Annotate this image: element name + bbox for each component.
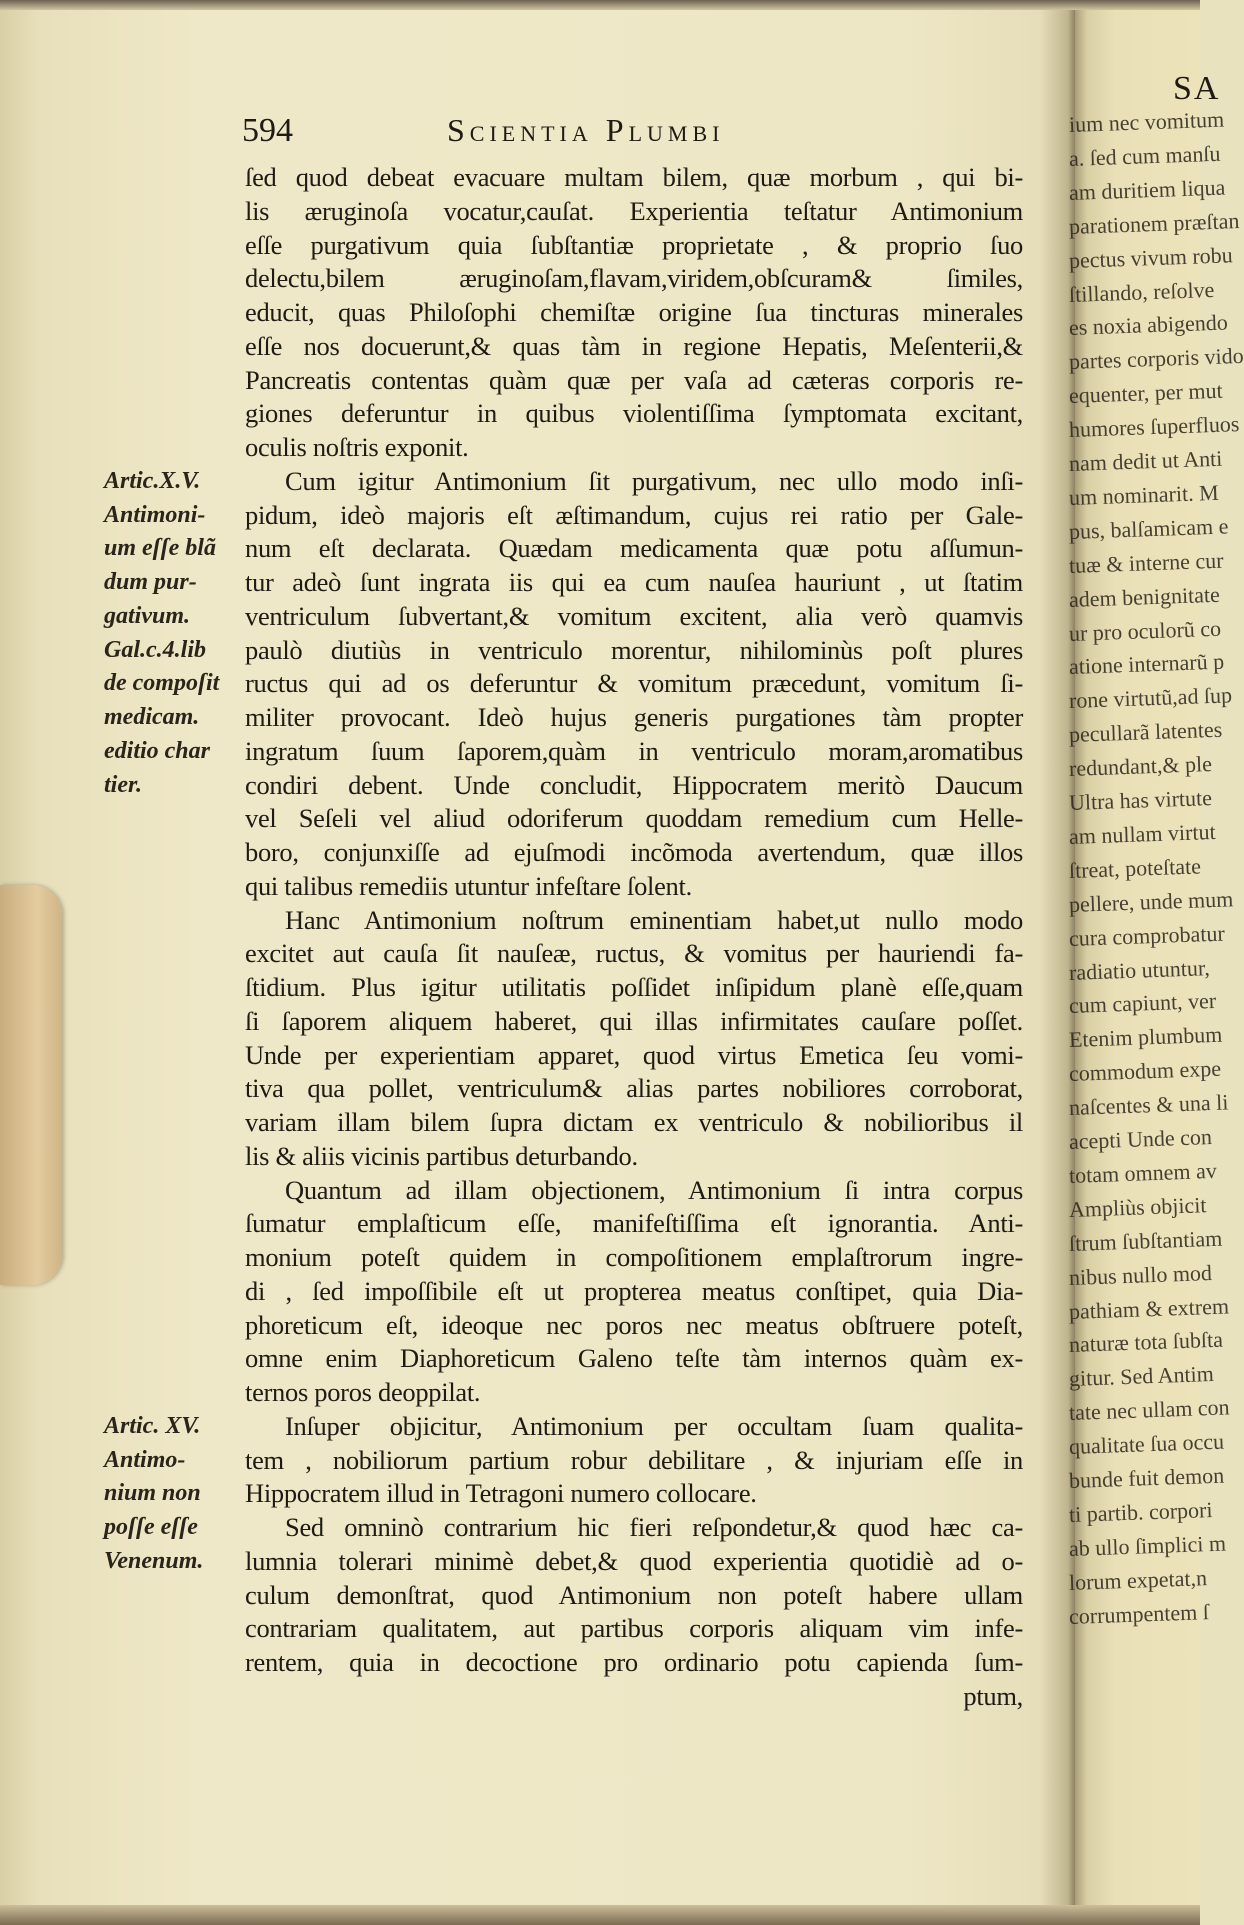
facing-page-line: tate nec ullam con — [1068, 1394, 1230, 1426]
text-line: Sed omninò contrarium hic fieri reſpondetur,& quod hæc ca- — [285, 1512, 1023, 1542]
facing-page-line: parationem præſtan — [1068, 207, 1240, 239]
facing-page-line: cura comprobatur — [1068, 920, 1226, 951]
facing-page-line: corrumpentem ſ — [1068, 1598, 1210, 1629]
text-line: ptum, — [963, 1680, 1023, 1711]
text-line: delectu,bilem æruginoſam,flavam,viridem,obſcuram& ſimiles, — [245, 263, 1023, 294]
facing-page-line: gitur. Sed Antim — [1068, 1361, 1215, 1392]
text-line: Hanc Antimonium noſtrum eminentiam habet,ut nullo modo — [285, 904, 1023, 935]
text-line: militer provocant. Ideò hujus generis purgationes tàm propter — [245, 702, 1023, 732]
facing-page-line: atione internarũ p — [1068, 648, 1225, 680]
text-line: Inſuper objicitur, Antimonium per occultam ſuam qualita- — [285, 1410, 1023, 1441]
text-line: omne enim Diaphoreticum Galeno teſte tàm internos quàm ex- — [245, 1343, 1023, 1374]
margin-note: editio char — [104, 737, 210, 764]
text-line: di , ſed impoſſibile eſt ut propterea meatus conſtipet, quia Dia- — [245, 1275, 1023, 1306]
text-line: ſi ſaporem aliquem haberet, qui illas infirmitates cauſare poſſet. — [245, 1005, 1023, 1036]
facing-page-line: pecullarã latentes — [1068, 716, 1223, 748]
text-line: ſed quod debeat evacuare multam bilem, quæ morbum , qui bi- — [245, 162, 1023, 192]
facing-page-line: Etenim plumbum — [1068, 1021, 1223, 1053]
margin-note: poſſe eſſe — [104, 1514, 198, 1540]
facing-page-line: ſtillando, reſolve — [1068, 276, 1215, 307]
facing-page-line: nam dedit ut Anti — [1068, 445, 1223, 476]
running-title: Scientia Plumbi — [447, 112, 725, 148]
text-line: Quantum ad illam objectionem, Antimonium ſi intra corpus — [285, 1174, 1023, 1205]
facing-page-line: Ampliùs objicit — [1068, 1192, 1207, 1222]
facing-page-line: pathiam & extrem — [1068, 1292, 1230, 1324]
text-line: eſſe nos docuerunt,& quas tàm in regione Hepatis, Meſenterii,& — [245, 330, 1023, 361]
text-line: Cum igitur Antimonium ſit purgativum, nec ullo modo inſi- — [285, 465, 1023, 496]
text-line: boro, conjunxiſſe ad ejuſmodi incõmoda avertendum, quæ illos — [245, 837, 1023, 867]
text-line: vel Seſeli vel aliud odoriferum quoddam remedium cum Helle- — [245, 803, 1023, 834]
facing-page-line: cum capiunt, ver — [1068, 988, 1217, 1019]
text-line: culum demonſtrat, quod Antimonium non poteſt habere ullam — [245, 1579, 1023, 1610]
text-line: variam illam bilem ſupra dictam ex ventriculo & nobilioribus il — [245, 1107, 1023, 1137]
facing-page-line: tuæ & interne cur — [1068, 547, 1224, 578]
facing-page-line: redundant,& ple — [1068, 751, 1213, 782]
facing-page-line: equenter, per mut — [1068, 377, 1223, 409]
facing-page-line: humores ſuperfluos — [1068, 411, 1240, 443]
text-line: paulò diutiùs in ventriculo morentur, nihilominùs poſt plures — [245, 634, 1023, 665]
facing-page-line: es noxia abigendo — [1068, 309, 1229, 341]
facing-page-line: commodum expe — [1068, 1055, 1222, 1087]
facing-page-line: pectus vivum robu — [1068, 241, 1234, 273]
facing-page-line: ab ullo ſimplici m — [1068, 1530, 1227, 1561]
facing-page-line: partes corporis vido — [1068, 343, 1244, 375]
text-line: giones deferuntur in quibus violentiſſima ſymptomata excitant, — [245, 398, 1023, 429]
paper-bookmark-tab — [0, 885, 62, 1285]
page-header — [242, 112, 1032, 152]
facing-page-line: am nullam virtut — [1068, 818, 1216, 849]
text-line: ructus qui ad os deferuntur & vomitum præcedunt, vomitum ſi- — [245, 668, 1023, 699]
text-line: lumnia tolerari minimè debet,& quod experientia quotidiè ad o- — [245, 1545, 1023, 1576]
facing-page-line: ti partib. corpori — [1068, 1496, 1213, 1527]
facing-page-line: ium nec vomitum — [1068, 106, 1225, 137]
facing-page-line: nibus nullo mod — [1068, 1259, 1213, 1290]
text-line: ſtidium. Plus igitur utilitatis poſſidet inſipidum planè eſſe,quam — [245, 972, 1023, 1002]
facing-page-line: pus, balſamicam e — [1068, 513, 1229, 544]
text-line: educit, quas Philoſophi chemiſtæ origine ſua tincturas minerales — [245, 297, 1023, 327]
text-line: oculis noſtris exponit. — [245, 432, 469, 462]
text-line: monium poteſt quidem in compoſitionem emplaſtrorum ingre- — [245, 1242, 1023, 1272]
text-line: rentem, quia in decoctione pro ordinario potu capienda ſum- — [245, 1647, 1023, 1677]
facing-page-line: ſtreat, poteſtate — [1068, 853, 1202, 883]
margin-note: medicam. — [104, 704, 200, 730]
text-line: ingratum ſuum ſaporem,quàm in ventriculo moram,aromatibus — [245, 735, 1023, 766]
text-line: lis & aliis vicinis partibus deturbando. — [245, 1140, 638, 1171]
facing-page-line: um nominarit. M — [1068, 479, 1220, 510]
text-line: tiva qua pollet, ventriculum& alias partes nobiliores corroborat, — [245, 1073, 1023, 1104]
text-line: excitet aut cauſa ſit nauſeæ, ructus, & vomitus per hauriendi fa- — [245, 938, 1023, 969]
facing-page-line: acepti Unde con — [1068, 1124, 1213, 1154]
margin-note: Venenum. — [104, 1547, 204, 1574]
facing-page-line: pellere, unde mum — [1068, 885, 1234, 917]
margin-note: gativum. — [104, 602, 191, 629]
facing-page-line: bunde fuit demon — [1068, 1462, 1225, 1493]
facing-page-fragment — [1068, 0, 1244, 1925]
text-line: lis æruginoſa vocatur,cauſat. Experientia teſtatur Antimonium — [245, 195, 1023, 226]
page-top-edge — [0, 0, 1200, 10]
facing-page-line: a. ſed cum manſu — [1068, 140, 1221, 171]
margin-note: dum pur- — [104, 569, 197, 595]
text-line: Hippocratem illud in Tetragoni numero collocare. — [245, 1478, 757, 1509]
facing-page-header: SA — [1173, 70, 1221, 107]
facing-page-line: ſtrum ſubſtantiam — [1068, 1225, 1223, 1256]
margin-note: Gal.c.4.lib — [104, 636, 206, 663]
facing-page-line: adem benignitate — [1068, 581, 1221, 612]
text-line: contrariam qualitatem, aut partibus corporis aliquam vim infe- — [245, 1613, 1023, 1644]
facing-page-line: lorum expetat,n — [1068, 1564, 1208, 1595]
page-number: 594 — [242, 112, 293, 149]
text-line: qui talibus remediis utuntur infeſtare ſolent. — [245, 870, 692, 901]
page-bottom-edge — [0, 1905, 1200, 1925]
facing-page-line: am duritiem liqua — [1068, 174, 1226, 205]
text-line: ventriculum ſubvertant,& vomitum excitent, alia verò quamvis — [245, 600, 1023, 631]
text-line: num eſt declarata. Quædam medicamenta quæ potu aſſumun- — [245, 533, 1023, 564]
text-line: Pancreatis contentas quàm quæ per vaſa ad cæteras corporis re- — [245, 364, 1023, 395]
text-line: ſumatur emplaſticum eſſe, manifeſtiſſima eſt ignorantia. Anti- — [245, 1208, 1023, 1239]
margin-note: um eſſe blã — [104, 535, 216, 562]
facing-page-line: rone virtutũ,ad ſup — [1068, 682, 1233, 714]
facing-page-line: ur pro oculorũ co — [1068, 615, 1222, 646]
margin-note: Antimoni- — [104, 501, 206, 528]
facing-page-line: qualitate ſua occu — [1068, 1428, 1225, 1460]
text-line: condiri debent. Unde concludit, Hippocratem meritò Daucum — [245, 769, 1023, 800]
text-line: tem , nobiliorum partium robur debilitare , & injuriam eſſe in — [245, 1444, 1023, 1475]
facing-page-line: naturæ tota ſubſta — [1068, 1327, 1224, 1358]
text-line: phoreticum eſt, ideoque nec poros nec meatus obſtruere poteſt, — [245, 1309, 1023, 1340]
text-line: tur adeò ſunt ingrata iis qui ea cum nauſea hauriunt , ut ſtatim — [245, 567, 1023, 597]
text-line: pidum, ideò majoris eſt æſtimandum, cujus rei ratio per Gale- — [245, 499, 1023, 530]
facing-page-line: Ultra has virtute — [1068, 785, 1213, 815]
facing-page-line: naſcentes & una li — [1068, 1089, 1229, 1121]
margin-note: Antimo- — [104, 1446, 186, 1473]
margin-note: tier. — [104, 771, 143, 798]
text-line: ternos poros deoppilat. — [245, 1377, 481, 1407]
facing-page-line: radiatio utuntur, — [1068, 954, 1211, 985]
margin-note: Artic. XV. — [104, 1412, 201, 1439]
text-line: Unde per experientiam apparet, quod virtus Emetica ſeu vomi- — [245, 1039, 1023, 1070]
margin-note: de compoſit — [104, 670, 220, 697]
margin-note: nium non — [104, 1480, 201, 1507]
text-line: eſſe purgativum quia ſubſtantiæ proprietate , & proprio ſuo — [245, 229, 1023, 260]
margin-note: Artic.X.V. — [104, 467, 201, 494]
facing-page-line: totam omnem av — [1068, 1157, 1218, 1188]
